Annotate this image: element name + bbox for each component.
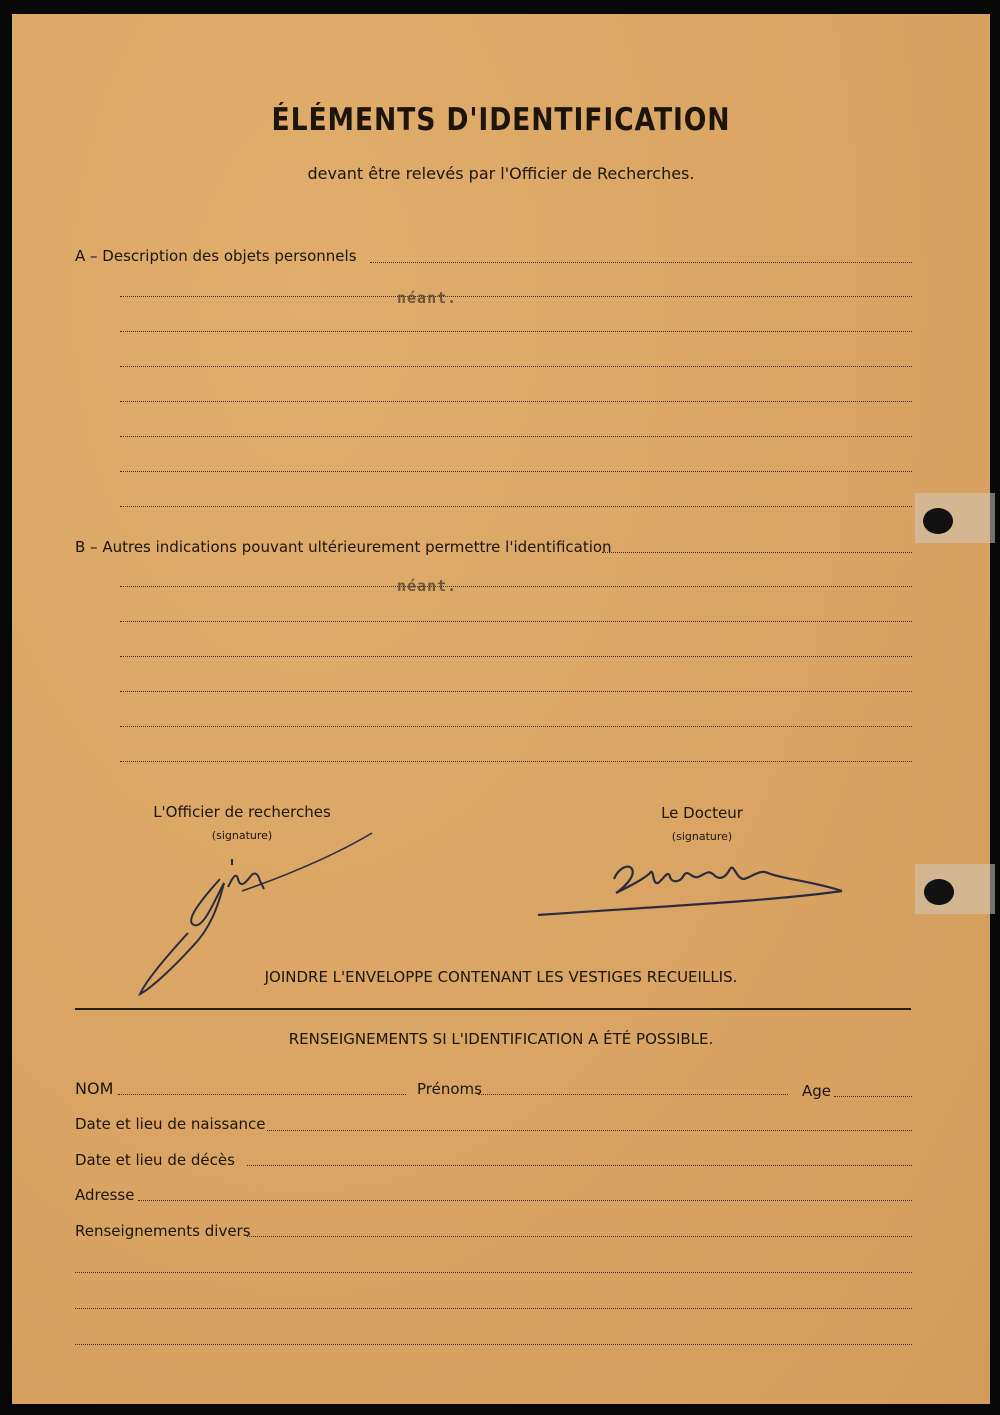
section-a-line-6[interactable] bbox=[120, 436, 912, 437]
section-divider bbox=[75, 1008, 911, 1010]
section-b-line-7[interactable] bbox=[120, 761, 912, 762]
punch-hole-bottom bbox=[924, 879, 954, 905]
doctor-title: Le Docteur bbox=[661, 804, 743, 822]
nom-label: NOM bbox=[75, 1079, 114, 1098]
prenoms-field[interactable] bbox=[478, 1094, 788, 1095]
page-title: ÉLÉMENTS D'IDENTIFICATION bbox=[271, 102, 731, 138]
page-subtitle: devant être relevés par l'Officier de Recherches. bbox=[307, 164, 695, 183]
section-a-line-8[interactable] bbox=[120, 506, 912, 507]
section-a-line-5[interactable] bbox=[120, 401, 912, 402]
prenoms-label: Prénoms bbox=[417, 1080, 482, 1098]
officer-signature-note: (signature) bbox=[211, 829, 273, 842]
section-a-typed-value: néant. bbox=[397, 289, 458, 307]
info-heading: RENSEIGNEMENTS SI L'IDENTIFICATION A ÉTÉ POSSIBLE. bbox=[288, 1030, 714, 1048]
form-page bbox=[12, 14, 990, 1404]
section-b-line-6[interactable] bbox=[120, 726, 912, 727]
section-b-typed-value: néant. bbox=[397, 577, 458, 595]
divers-label: Renseignements divers bbox=[75, 1222, 251, 1240]
naissance-field[interactable] bbox=[267, 1130, 912, 1131]
section-a-line-4[interactable] bbox=[120, 366, 912, 367]
section-a-line-1[interactable] bbox=[370, 262, 912, 263]
age-label: Age bbox=[802, 1082, 832, 1100]
adresse-label: Adresse bbox=[75, 1186, 135, 1204]
punch-hole-top bbox=[923, 508, 953, 534]
adresse-field[interactable] bbox=[138, 1200, 912, 1201]
section-b-line-1[interactable] bbox=[602, 552, 912, 553]
section-b-label: B – Autres indications pouvant ultérieurement permettre l'identification bbox=[75, 538, 612, 556]
naissance-label: Date et lieu de naissance bbox=[75, 1115, 266, 1133]
nom-field[interactable] bbox=[118, 1094, 406, 1095]
section-b-line-3[interactable] bbox=[120, 621, 912, 622]
section-a-line-2[interactable] bbox=[120, 296, 912, 297]
section-a-label: A – Description des objets personnels bbox=[75, 247, 357, 265]
deces-field[interactable] bbox=[247, 1165, 912, 1166]
section-b-line-5[interactable] bbox=[120, 691, 912, 692]
divers-line-3[interactable] bbox=[75, 1308, 912, 1309]
section-b-line-2[interactable] bbox=[120, 586, 912, 587]
doctor-signature bbox=[532, 849, 852, 924]
officer-title: L'Officier de recherches bbox=[153, 803, 331, 821]
section-a-line-7[interactable] bbox=[120, 471, 912, 472]
section-b-line-4[interactable] bbox=[120, 656, 912, 657]
deces-label: Date et lieu de décès bbox=[75, 1151, 235, 1169]
divers-line-1[interactable] bbox=[247, 1236, 912, 1237]
section-a-line-3[interactable] bbox=[120, 331, 912, 332]
doctor-signature-note: (signature) bbox=[671, 830, 733, 843]
divers-line-4[interactable] bbox=[75, 1344, 912, 1345]
divers-line-2[interactable] bbox=[75, 1272, 912, 1273]
envelope-notice: JOINDRE L'ENVELOPPE CONTENANT LES VESTIGES RECUEILLIS. bbox=[264, 968, 738, 986]
age-field[interactable] bbox=[834, 1096, 912, 1097]
